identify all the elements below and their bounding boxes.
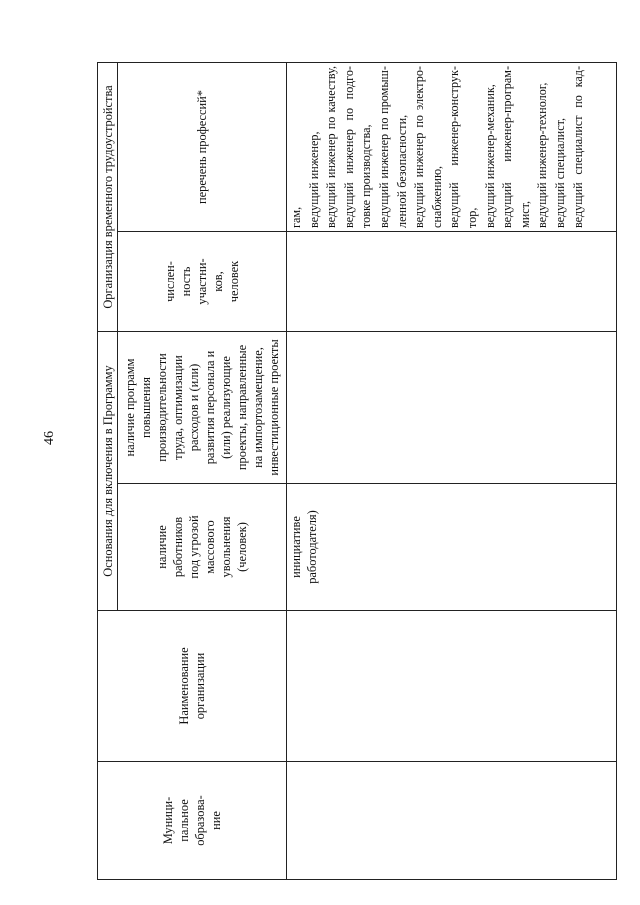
- profession-line: ведущий инженер-конструк-: [447, 66, 462, 228]
- header-programs-line: (или) реализующие: [219, 356, 233, 459]
- header-count-line: числен-: [163, 261, 177, 302]
- header-org-name: [98, 611, 286, 761]
- header-municipality-line: ние: [209, 811, 223, 830]
- header-programs-line: наличие программ: [123, 358, 137, 457]
- profession-line: ведущий инженер-програм-: [500, 66, 515, 228]
- profession-line: ведущий инженер по промыш-: [376, 66, 391, 228]
- header-org-name-line: организации: [193, 652, 207, 720]
- row-professions-list: [288, 66, 614, 228]
- profession-line: ведущий инженер,: [306, 131, 321, 228]
- header-municipality-line: образова-: [193, 795, 207, 846]
- header-workers-line: (человек): [235, 522, 249, 572]
- profession-line: мист,: [517, 200, 532, 228]
- header-programs-line: проекты, направленные: [235, 344, 249, 471]
- profession-line: ведущий инженер по качеству,: [324, 66, 339, 228]
- header-programs-line: инвестиционные проекты: [267, 339, 281, 476]
- profession-line: ведущий инженер-механик,: [482, 84, 497, 228]
- row-workers-note: [288, 484, 348, 610]
- profession-line: товке производства,: [359, 124, 374, 228]
- header-group-temp-employment: Организация временного трудоустройства: [100, 85, 115, 309]
- header-municipality: [98, 762, 286, 879]
- header-bottom-line: [286, 62, 287, 880]
- profession-line: ленной безопасности,: [394, 114, 409, 228]
- header-programs-line: производительности: [155, 353, 169, 462]
- row-workers-note-line: работодателя): [305, 510, 319, 584]
- header-municipality-line: пальное: [177, 799, 191, 842]
- header-workers-line: наличие: [155, 525, 169, 569]
- header-count-line: ков,: [211, 271, 225, 292]
- header-count-line: ность: [179, 266, 193, 297]
- profession-line: ведущий специалист по кад-: [570, 66, 585, 228]
- rotated-table: [97, 62, 617, 880]
- profession-line: ведущий инженер по подго-: [341, 66, 356, 228]
- header-programs-line: развития персонала и: [203, 350, 217, 465]
- header-programs-line: повышения: [139, 377, 153, 439]
- header-workers-line: работников: [171, 516, 185, 578]
- header-municipality-line: Муници-: [161, 796, 175, 845]
- row-workers-note-line: инициативе: [289, 516, 303, 578]
- table-border-left: [97, 879, 617, 880]
- header-workers-threat: [118, 484, 286, 610]
- header-workers-line: под угрозой: [187, 515, 201, 579]
- header-programs: [118, 332, 286, 483]
- profession-line: ведущий инженер-технолог,: [535, 82, 550, 228]
- page-number: 46: [42, 431, 57, 445]
- header-group-basis: Основания для включения в Программу: [100, 365, 115, 577]
- profession-line: снабжению,: [429, 165, 444, 228]
- profession-line: тор,: [464, 207, 479, 228]
- header-workers-line: массового: [203, 520, 217, 574]
- profession-line: ведущий специалист,: [552, 117, 567, 228]
- header-professions-list: перечень профессий*: [195, 90, 209, 204]
- header-org-name-line: Наименование: [177, 647, 191, 725]
- header-programs-line: труда, оптимизации: [171, 355, 185, 460]
- header-count-line: участни-: [195, 258, 209, 305]
- profession-line: ведущий инженер по электро-: [412, 66, 427, 228]
- header-participants-count: [118, 232, 286, 331]
- profession-line: гам,: [289, 206, 303, 228]
- header-programs-line: расходов и (или): [187, 363, 201, 452]
- table-border-bottom: [616, 62, 617, 880]
- header-programs-line: на импортозамещение,: [251, 347, 265, 468]
- header-count-line: человек: [227, 260, 241, 303]
- header-workers-line: увольнения: [219, 516, 233, 578]
